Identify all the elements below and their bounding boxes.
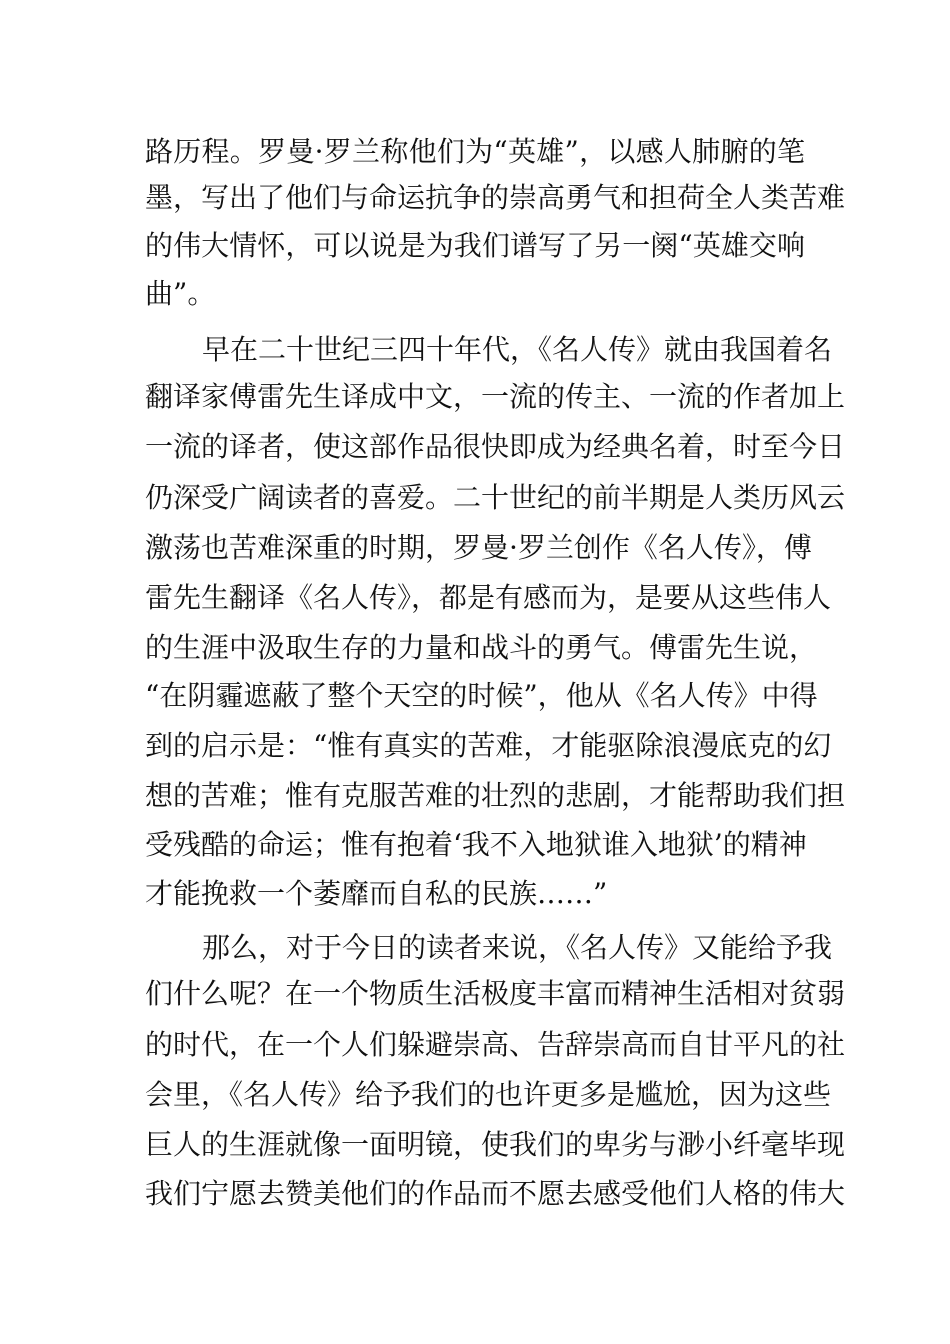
paragraph-3-line-4: 会里，《名人传》给予我们的也许更多是尴尬，因为这些 [145,1078,832,1111]
paragraph-2-line-7: 的生涯中汲取生存的力量和战斗的勇气。傅雷先生说， [145,631,818,664]
paragraph-3-line-1: 那么，对于今日的读者来说，《名人传》又能给予我 [202,931,833,964]
paragraph-1-line-4: 曲”。 [145,277,216,310]
paragraph-1-line-1: 路历程。罗曼·罗兰称他们为“英雄”，以感人肺腑的笔 [145,135,805,168]
paragraph-1-line-2: 墨，写出了他们与命运抗争的崇高勇气和担荷全人类苦难 [145,181,846,214]
paragraph-2-line-10: 想的苦难；惟有克服苦难的壮烈的悲剧，才能帮助我们担 [145,779,846,812]
paragraph-3-line-5: 巨人的生涯就像一面明镜，使我们的卑劣与渺小纤毫毕现 [145,1128,846,1161]
paragraph-2-line-2: 翻译家傅雷先生译成中文，一流的传主、一流的作者加上 [145,380,846,413]
paragraph-2-line-1: 早在二十世纪三四十年代，《名人传》就由我国着名 [202,333,833,366]
paragraph-2-line-6: 雷先生翻译《名人传》，都是有感而为，是要从这些伟人 [145,581,832,614]
paragraph-2-line-4: 仍深受广阔读者的喜爱。二十世纪的前半期是人类历风云 [145,481,846,514]
paragraph-2-line-11: 受残酷的命运；惟有抱着‘我不入地狱谁入地狱’的精神 [145,828,807,861]
paragraph-2-line-5: 激荡也苦难深重的时期，罗曼·罗兰创作《名人传》，傅 [145,531,812,564]
paragraph-3-line-3: 的时代，在一个人们躲避崇高、告辞崇高而自甘平凡的社 [145,1028,846,1061]
paragraph-2-line-3: 一流的译者，使这部作品很快即成为经典名着，时至今日 [145,430,846,463]
paragraph-1-line-3: 的伟大情怀，可以说是为我们谱写了另一阕“英雄交响 [145,229,805,262]
paragraph-2-line-8: “在阴霾遮蔽了整个天空的时候”，他从《名人传》中得 [145,679,818,712]
paragraph-3-line-2: 们什么呢？在一个物质生活极度丰富而精神生活相对贫弱 [145,977,846,1010]
paragraph-3-line-6: 我们宁愿去赞美他们的作品而不愿去感受他们人格的伟大 [145,1177,846,1210]
paragraph-2-line-9: 到的启示是：“惟有真实的苦难，才能驱除浪漫底克的幻 [145,729,832,762]
paragraph-2-line-12: 才能挽救一个萎靡而自私的民族……” [145,877,608,910]
